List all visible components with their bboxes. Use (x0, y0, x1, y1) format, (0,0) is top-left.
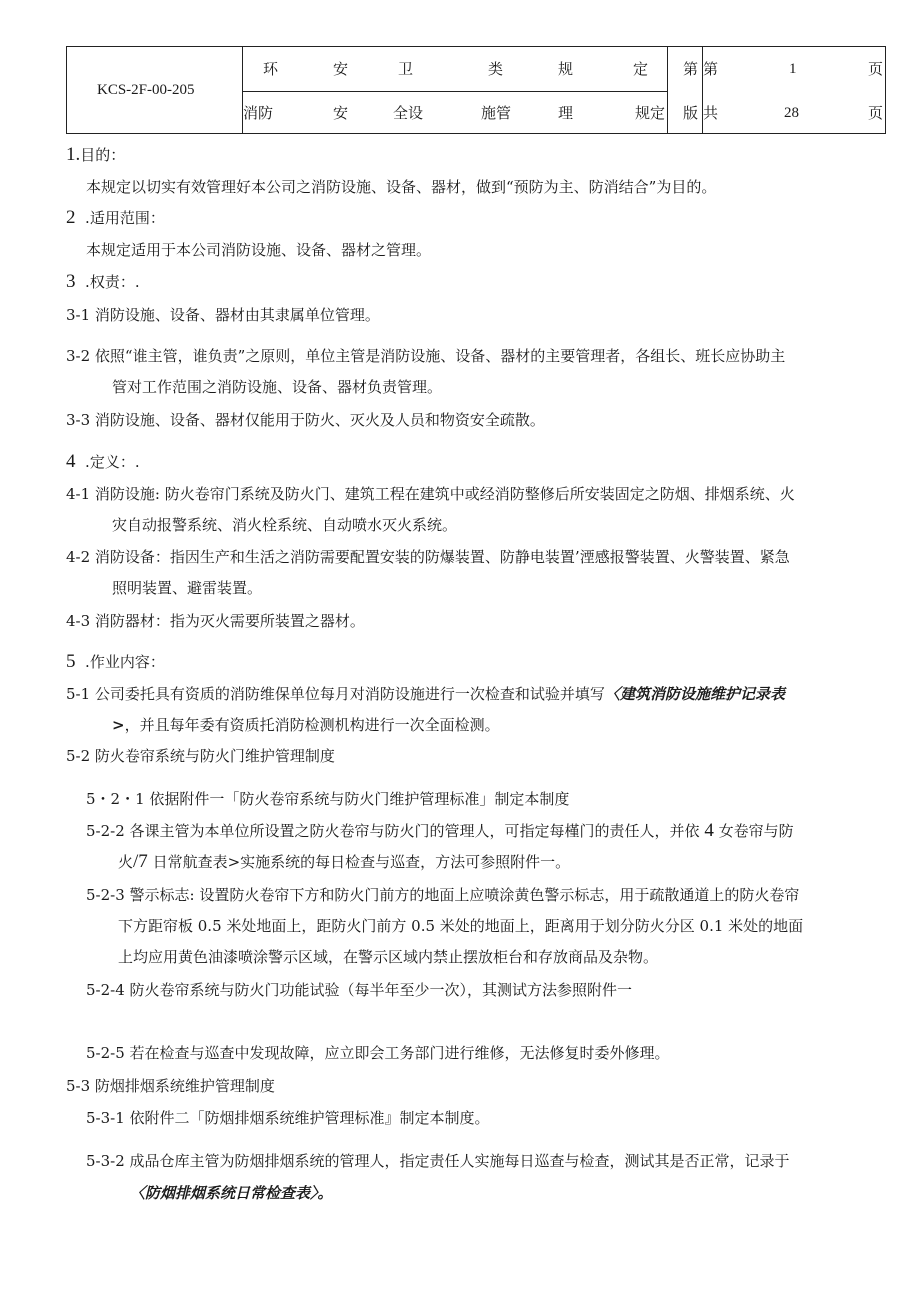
section-heading (66, 144, 125, 166)
sub-clause: 5-2-3 警示标志: 设置防火卷帘下方和防火门前方的地面上应喷涂黄色警示标志，用于疏散通道上的防火卷帘 (86, 886, 800, 904)
clause-text: 火 (118, 853, 134, 871)
clause: 4-1 消防设施: 防火卷帘门系统及防火门、建筑工程在建筑中或经消防整修后所安装固定之防烟、排烟系统、火 (66, 485, 795, 503)
clause: 3-1 消防设施、设备、器材由其隶属单位管理。 (66, 306, 380, 324)
title-char: 环 (263, 60, 279, 78)
sub-clause (86, 820, 794, 842)
sub-clause-continuation: 上均应用黄色油漆喷涂警示区域，在警示区域内禁止摆放柜台和存放商品及杂物。 (118, 948, 659, 966)
clause: 3-2 依照“谁主管，谁负责”之原则，单位主管是消防设施、设备、器材的主要管理者，各组长、班长应协助主 (66, 347, 786, 365)
sub-clause-continuation: 下方距帘板 0.5 米处地面上，距防火门前方 0.5 米处的地面上，距离用于划分防火分区 0.1 米处的地面 (118, 917, 804, 935)
form-reference: > (112, 716, 125, 734)
clause-text: 5-1 公司委托具有资质的消防维保单位每月对消防设施进行一次检查和试验并填写 (66, 685, 605, 703)
section-heading (66, 271, 140, 293)
total-pages: 28 (784, 105, 799, 121)
edition-label: 第 (683, 60, 699, 78)
section-number: 4 (66, 451, 76, 472)
clause (66, 683, 785, 705)
title-char: 卫 (398, 60, 414, 78)
sub-clause: 5・2・1 依据附件一「防火卷帘系统与防火门维护管理标准」制定本制度 (86, 790, 570, 808)
header-table (66, 46, 886, 134)
page-unit: 页 (868, 104, 884, 122)
title-char: 消防 (243, 104, 274, 122)
sub-clause-continuation (118, 851, 570, 873)
form-reference: 〈防烟排烟系统日常检查表〉。 (130, 1184, 333, 1202)
clause: 4-2 消防设备：指因生产和生活之消防需要配置安装的防爆装置、防静电装置’湮感报警装置、火警装置、紧急 (66, 548, 790, 566)
title-char: 安 (333, 104, 349, 122)
section-number: 2 (66, 207, 76, 228)
page-number: 1 (789, 61, 797, 77)
title-char: 规定 (635, 104, 666, 122)
page-unit: 页 (868, 60, 884, 78)
title-char: 安 (333, 60, 349, 78)
clause-text: 女卷帘与防 (718, 822, 794, 840)
sub-clause: 5-3-2 成品仓库主管为防烟排烟系统的管理人，指定责任人实施每日巡查与检查，测试其是否正常，记录于 (86, 1152, 790, 1170)
clause-text: ，并且每年委有资质托消防检测机构进行一次全面检测。 (124, 716, 500, 734)
paragraph: 本规定适用于本公司消防设施、设备、器材之管理。 (86, 241, 432, 259)
total-label: 共 (703, 104, 719, 122)
clause-continuation: 照明装置、避雷装置。 (112, 579, 263, 597)
header-divider (667, 47, 668, 133)
clause: 5-3 防烟排烟系统维护管理制度 (66, 1077, 275, 1095)
clause-text: 日常航查表>实施系统的每日检查与巡查，方法可参照附件一。 (152, 853, 571, 871)
title-char: 理 (558, 104, 574, 122)
section-number: 1. (66, 144, 81, 165)
page-label: 第 (703, 60, 719, 78)
section-title: 目的： (80, 146, 126, 164)
paragraph: 本规定以切实有效管理好本公司之消防设施、设备、器材，做到“预防为主、防消结合”为目的。 (86, 178, 717, 196)
title-char: 类 (488, 60, 504, 78)
edition-label: 版 (683, 104, 699, 122)
title-char: 施管 (481, 104, 512, 122)
title-char: 全设 (393, 104, 424, 122)
section-number: 5 (66, 651, 76, 672)
section-title: .权责：. (85, 273, 140, 291)
sub-clause-continuation (130, 1182, 333, 1204)
clause: 5-2 防火卷帘系统与防火门维护管理制度 (66, 747, 335, 765)
sub-clause: 5-2-5 若在检查与巡查中发现故障，应立即会工务部门进行维修，无法修复时委外修理。 (86, 1044, 670, 1062)
sub-clause: 5-2-4 防火卷帘系统与防火门功能试验（每半年至少一次），其测试方法参照附件一 (86, 981, 633, 999)
section-title: .定义：. (85, 453, 140, 471)
section-number: 3 (66, 271, 76, 292)
header-divider (242, 91, 667, 92)
clause-continuation: 灾自动报警系统、消火栓系统、自动喷水灭火系统。 (112, 516, 458, 534)
section-heading (66, 207, 165, 229)
section-title: .作业内容： (85, 653, 165, 671)
clause-continuation (112, 714, 500, 736)
title-char: 定 (633, 60, 649, 78)
clause-continuation: 管对工作范围之消防设施、设备、器材负责管理。 (112, 378, 443, 396)
clause: 4-3 消防器材：指为灭火需要所装置之器材。 (66, 612, 365, 630)
section-title: .适用范围： (85, 209, 165, 227)
clause: 3-3 消防设施、设备、器材仅能用于防火、灭火及人员和物资安全疏散。 (66, 411, 545, 429)
stray-mark: /7 (133, 851, 148, 872)
stray-mark: 4 (704, 820, 714, 841)
section-heading (66, 451, 140, 473)
document-code: KCS-2F-00-205 (97, 82, 195, 98)
sub-clause: 5-3-1 依附件二「防烟排烟系统维护管理标准』制定本制度。 (86, 1109, 490, 1127)
form-reference: 〈建筑消防设施维护记录表 (604, 685, 785, 703)
clause-text: 5-2-2 各课主管为本单位所设置之防火卷帘与防火门的管理人，可指定每槿门的责任人，并依 (86, 822, 700, 840)
section-heading (66, 651, 165, 673)
title-char: 规 (558, 60, 574, 78)
